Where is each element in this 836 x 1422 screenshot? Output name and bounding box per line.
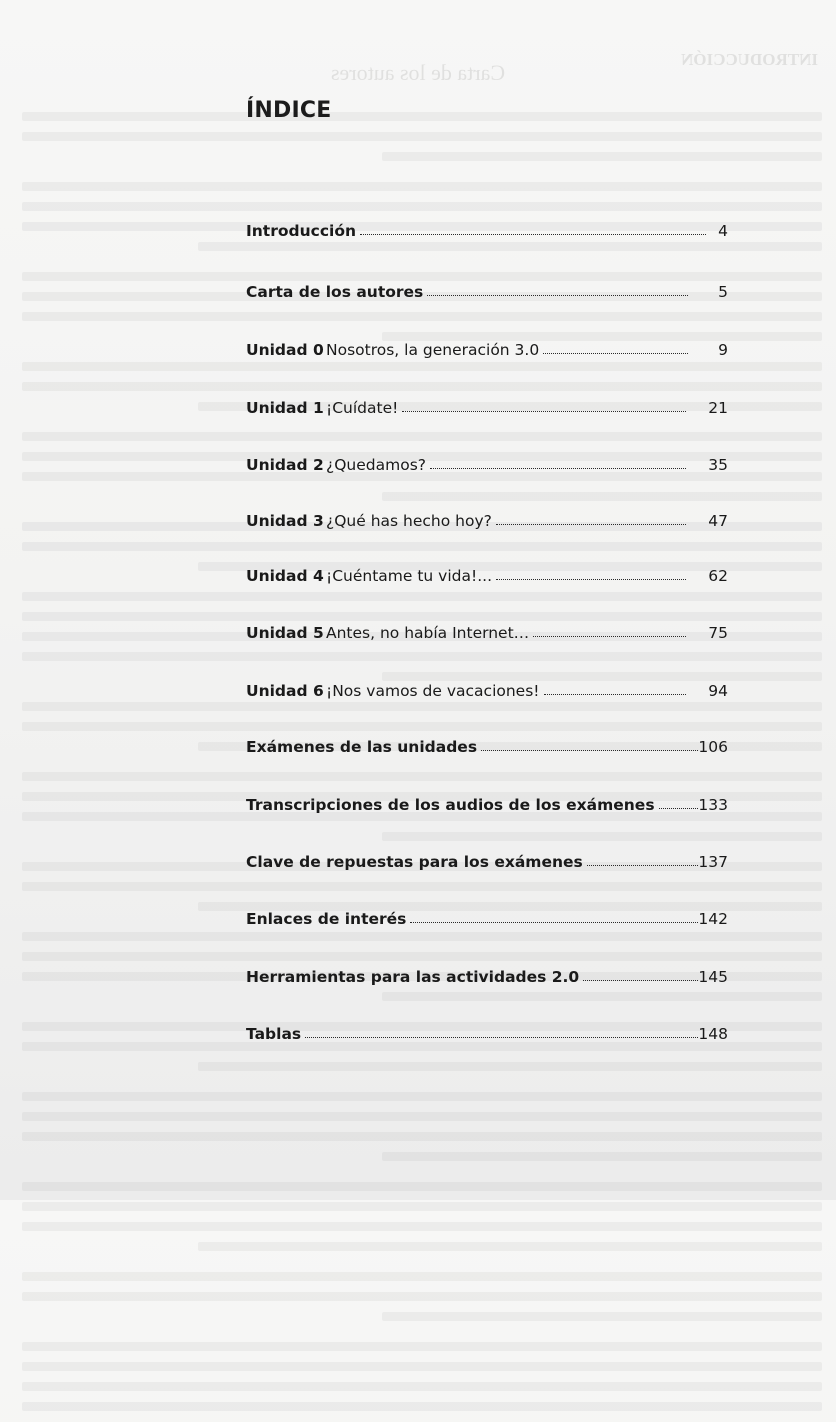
toc-entry-clave-respuestas[interactable] bbox=[246, 853, 728, 877]
toc-entry-unit: Unidad 1 bbox=[246, 399, 324, 417]
toc-entry-label: Introducción bbox=[246, 222, 357, 240]
dot-leader bbox=[481, 747, 698, 751]
dot-leader bbox=[659, 805, 699, 809]
toc-entry-page: 21 bbox=[708, 399, 728, 417]
toc-entry-introduccion[interactable] bbox=[246, 222, 728, 246]
toc-entry-unidad-6[interactable] bbox=[246, 682, 728, 706]
toc-entry-page: 35 bbox=[708, 456, 728, 474]
page-title: ÍNDICE bbox=[246, 98, 332, 123]
toc-entry-unidad-4[interactable] bbox=[246, 567, 728, 591]
toc-entry-unit: Unidad 3 bbox=[246, 512, 324, 530]
toc-entry-page: 75 bbox=[708, 624, 728, 642]
toc-entry-label: ¡Nos vamos de vacaciones! bbox=[326, 682, 540, 700]
toc-entry-label: ¡Cuídate! bbox=[326, 399, 399, 417]
toc-entry-page: 62 bbox=[708, 567, 728, 585]
toc-entry-page: 9 bbox=[718, 341, 728, 359]
toc-entry-label: ¡Cuéntame tu vida!... bbox=[326, 567, 492, 585]
toc-entry-page: 47 bbox=[708, 512, 728, 530]
toc-entry-transcripciones[interactable] bbox=[246, 796, 728, 820]
toc-entry-examenes[interactable] bbox=[246, 738, 728, 762]
toc-entry-unidad-5[interactable] bbox=[246, 624, 728, 648]
toc-entry-page: 137 bbox=[698, 853, 728, 871]
dot-leader bbox=[430, 465, 686, 469]
dot-leader bbox=[587, 862, 699, 866]
toc-entry-label: Carta de los autores bbox=[246, 283, 424, 301]
dot-leader bbox=[544, 691, 687, 695]
bleed-subtitle: Carta de los autores bbox=[330, 60, 506, 85]
dot-leader bbox=[533, 633, 686, 637]
toc-entry-tablas[interactable] bbox=[246, 1025, 728, 1049]
toc-entry-label: ¿Qué has hecho hoy? bbox=[326, 512, 492, 530]
toc-entry-unit: Unidad 5 bbox=[246, 624, 324, 642]
dot-leader bbox=[360, 231, 706, 235]
toc-entry-enlaces[interactable] bbox=[246, 910, 728, 934]
toc-entry-label: Clave de repuestas para los exámenes bbox=[246, 853, 583, 871]
dot-leader bbox=[496, 576, 686, 580]
toc-entry-label: Herramientas para las actividades 2.0 bbox=[246, 968, 580, 986]
toc-entry-label: Tablas bbox=[246, 1025, 302, 1043]
dot-leader bbox=[402, 408, 686, 412]
toc-entry-unidad-3[interactable] bbox=[246, 512, 728, 536]
dot-leader bbox=[583, 977, 698, 981]
toc-entry-label: ¿Quedamos? bbox=[326, 456, 427, 474]
toc-entry-unit: Unidad 0 bbox=[246, 341, 324, 359]
dot-leader bbox=[410, 919, 698, 923]
toc-entry-unidad-1[interactable] bbox=[246, 399, 728, 423]
toc-entry-label: Enlaces de interés bbox=[246, 910, 407, 928]
toc-entry-page: 142 bbox=[698, 910, 728, 928]
toc-entry-herramientas[interactable] bbox=[246, 968, 728, 992]
toc-entry-page: 145 bbox=[698, 968, 728, 986]
toc-entry-label: Nosotros, la generación 3.0 bbox=[326, 341, 540, 359]
toc-entry-page: 94 bbox=[708, 682, 728, 700]
toc-entry-label: Transcripciones de los audios de los exámenes bbox=[246, 796, 655, 814]
toc-entry-unit: Unidad 4 bbox=[246, 567, 324, 585]
toc-entry-page: 4 bbox=[718, 222, 728, 240]
dot-leader bbox=[496, 521, 686, 525]
dot-leader bbox=[305, 1034, 698, 1038]
toc-entry-unidad-0[interactable] bbox=[246, 341, 728, 365]
toc-entry-page: 133 bbox=[698, 796, 728, 814]
toc-entry-label: Exámenes de las unidades bbox=[246, 738, 478, 756]
dot-leader bbox=[427, 292, 688, 296]
toc-entry-unit: Unidad 2 bbox=[246, 456, 324, 474]
toc-entry-page: 106 bbox=[698, 738, 728, 756]
bleed-header: INTRODUCCIÓN bbox=[681, 50, 818, 69]
toc-entry-label: Antes, no había Internet… bbox=[326, 624, 530, 642]
toc-entry-carta-autores[interactable] bbox=[246, 283, 728, 307]
toc-entry-unidad-2[interactable] bbox=[246, 456, 728, 480]
dot-leader bbox=[543, 350, 688, 354]
toc-entry-page: 5 bbox=[718, 283, 728, 301]
toc-entry-page: 148 bbox=[698, 1025, 728, 1043]
toc-entry-unit: Unidad 6 bbox=[246, 682, 324, 700]
